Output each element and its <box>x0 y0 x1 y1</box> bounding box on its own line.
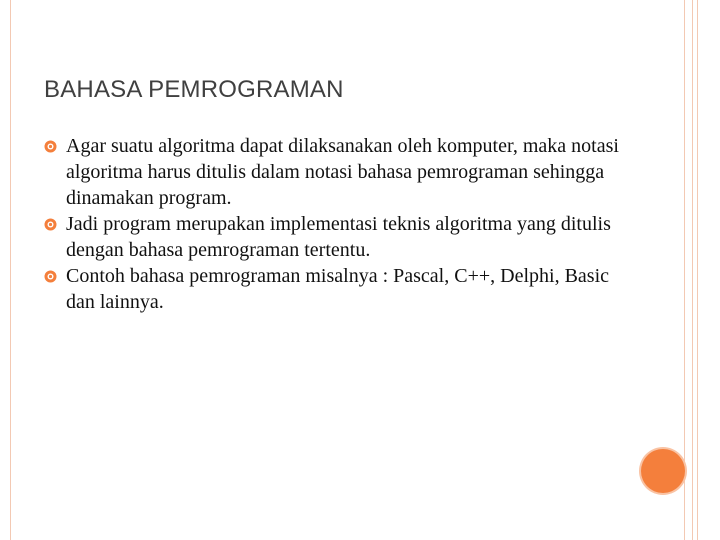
slide-title: BAHASA PEMROGRAMAN <box>44 76 344 103</box>
decorative-circle <box>641 449 685 493</box>
bullet-item <box>44 211 624 263</box>
slide-edge-line <box>692 0 693 540</box>
sun-bullet-icon <box>44 140 57 153</box>
bullet-text: Contoh bahasa pemrograman misalnya : Pascal, C++, Delphi, Basic dan lainnya. <box>66 265 609 313</box>
bullet-text: Jadi program merupakan implementasi teknis algoritma yang ditulis dengan bahasa pemrograman tertentu. <box>66 213 611 261</box>
bullet-text: Agar suatu algoritma dapat dilaksanakan oleh komputer, maka notasi algoritma harus ditulis dalam notasi bahasa pemrograman sehingga dinamakan program. <box>66 135 619 209</box>
sun-bullet-icon <box>44 218 57 231</box>
bullet-item <box>44 263 624 315</box>
bullet-item <box>44 133 624 211</box>
slide-edge-line <box>684 0 685 540</box>
bullet-list <box>44 133 624 315</box>
sun-bullet-icon <box>44 270 57 283</box>
